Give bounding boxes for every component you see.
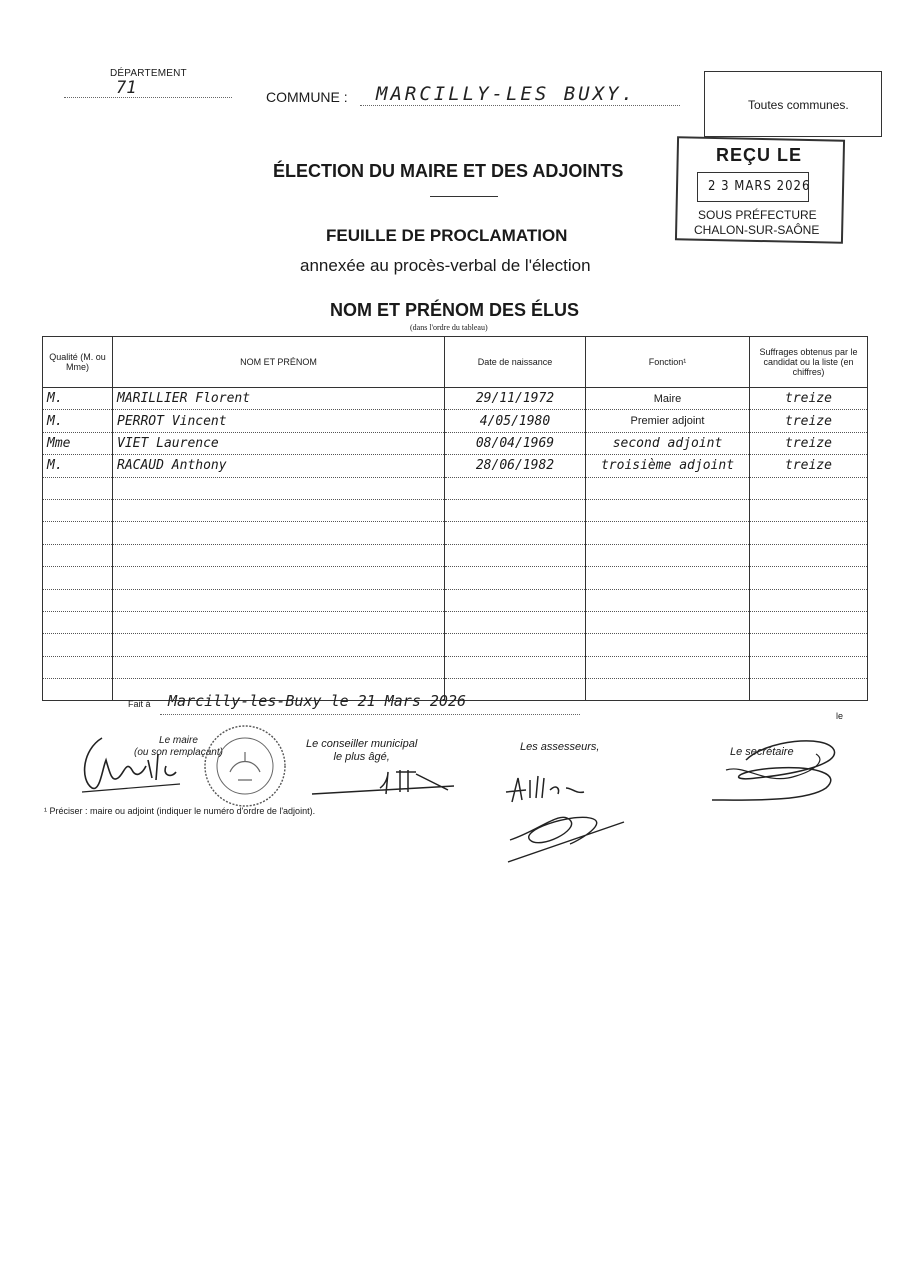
title-divider xyxy=(430,196,498,197)
page-title: ÉLECTION DU MAIRE ET DES ADJOINTS xyxy=(273,161,624,181)
cell-suffrages: treize xyxy=(750,455,868,477)
header-qualite: Qualité (M. ou Mme) xyxy=(43,337,113,388)
elected-list-note: (dans l'ordre du tableau) xyxy=(410,323,488,332)
table-row-empty xyxy=(43,544,868,566)
table-header-row xyxy=(43,337,868,388)
assesseurs-signatures xyxy=(500,770,640,870)
table-row-empty xyxy=(43,499,868,521)
table-row xyxy=(43,410,868,432)
stamp-office-line-1: SOUS PRÉFECTURE xyxy=(698,208,817,222)
cell-naissance: 08/04/1969 xyxy=(445,432,586,454)
mayor-label-line-1: Le maire xyxy=(159,735,198,746)
sheet-subtitle: annexée au procès-verbal de l'élection xyxy=(300,256,591,275)
header-fonction: Fonction¹ xyxy=(586,337,750,388)
cell-naissance: 4/05/1980 xyxy=(445,410,586,432)
departement-label: DÉPARTEMENT xyxy=(110,68,187,79)
cell-suffrages: treize xyxy=(750,388,868,410)
stamp-office-line-2: CHALON-SUR-SAÔNE xyxy=(694,223,820,237)
table-row xyxy=(43,432,868,454)
table-row xyxy=(43,455,868,477)
departement-value: 71 xyxy=(116,78,137,98)
fait-a-label: Fait à xyxy=(128,699,151,709)
conseiller-label-line-1: Le conseiller municipal xyxy=(306,738,418,750)
conseiller-signature xyxy=(308,764,458,804)
fait-a-value: Marcilly-les-Buxy le 21 Mars 2026 xyxy=(168,692,467,710)
table-row xyxy=(43,388,868,410)
cell-qualite: M. xyxy=(43,388,113,410)
cell-suffrages: treize xyxy=(750,432,868,454)
municipal-seal-icon xyxy=(200,722,290,810)
footnote: ¹ Préciser : maire ou adjoint (indiquer le numéro d'ordre de l'adjoint). xyxy=(44,806,316,816)
sheet-title: FEUILLE DE PROCLAMATION xyxy=(326,226,568,245)
table-row-empty xyxy=(43,611,868,633)
cell-naissance: 28/06/1982 xyxy=(445,455,586,477)
cell-nom: VIET Laurence xyxy=(113,432,445,454)
cell-qualite: M. xyxy=(43,410,113,432)
conseiller-label xyxy=(306,738,417,764)
table-row-empty xyxy=(43,589,868,611)
cell-nom: RACAUD Anthony xyxy=(113,455,445,477)
cell-nom: MARILLIER Florent xyxy=(113,388,445,410)
stamp-date: 2 3 MARS 2026 xyxy=(708,179,811,194)
conseiller-label-line-2: le plus âgé, xyxy=(333,751,390,763)
cell-fonction: Maire xyxy=(586,388,750,410)
mayor-label-line-2: (ou son remplaçant) xyxy=(134,747,223,758)
assesseurs-label: Les assesseurs, xyxy=(520,741,600,753)
table-row-empty xyxy=(43,656,868,678)
cell-fonction: troisième adjoint xyxy=(586,455,750,477)
cell-suffrages: treize xyxy=(750,410,868,432)
cell-nom: PERROT Vincent xyxy=(113,410,445,432)
cell-naissance: 29/11/1972 xyxy=(445,388,586,410)
elected-list-title: NOM ET PRÉNOM DES ÉLUS xyxy=(330,300,580,320)
header-nom: NOM ET PRÉNOM xyxy=(113,337,445,388)
cell-fonction: second adjoint xyxy=(586,432,750,454)
le-text: le xyxy=(836,711,844,721)
commune-label: COMMUNE : xyxy=(266,89,348,105)
stamp-title: REÇU LE xyxy=(716,145,803,165)
toutes-communes-text: Toutes communes. xyxy=(748,98,849,112)
cell-qualite: M. xyxy=(43,455,113,477)
table-row-empty xyxy=(43,634,868,656)
table-row-empty xyxy=(43,567,868,589)
commune-value: MARCILLY-LES BUXY. xyxy=(376,83,636,105)
elected-table xyxy=(42,336,868,701)
cell-qualite: Mme xyxy=(43,432,113,454)
fait-a-dotted-line xyxy=(160,714,580,715)
cell-fonction: Premier adjoint xyxy=(586,410,750,432)
header-naissance: Date de naissance xyxy=(445,337,586,388)
table-row-empty xyxy=(43,522,868,544)
secretaire-signature xyxy=(706,730,846,810)
header-suffrages: Suffrages obtenus par le candidat ou la liste (en chiffres) xyxy=(750,337,868,388)
commune-dotted-line xyxy=(360,105,680,106)
table-row-empty xyxy=(43,477,868,499)
departement-dotted-line xyxy=(64,97,232,98)
secretaire-label: Le secrétaire xyxy=(730,746,794,758)
